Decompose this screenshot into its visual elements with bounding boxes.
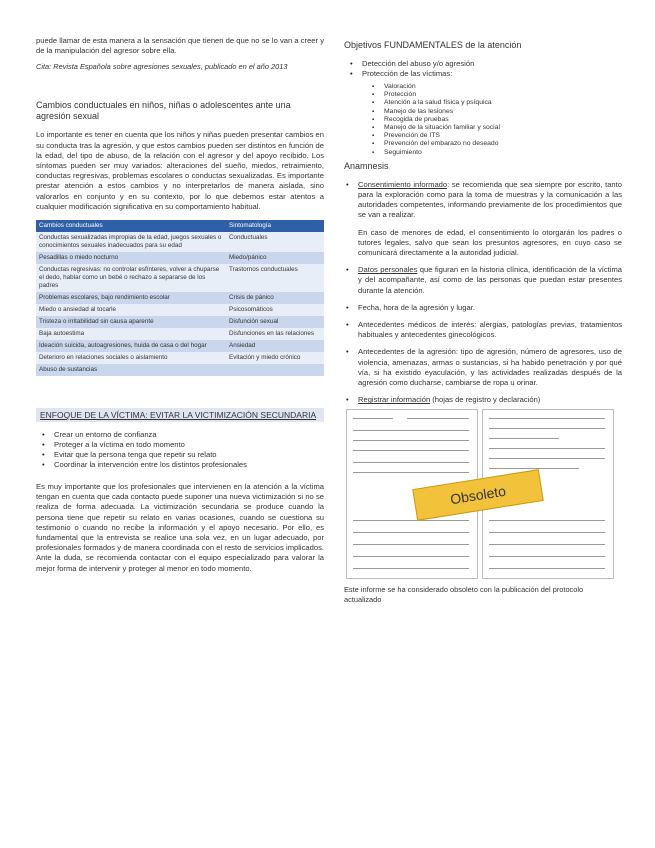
list-item — [358, 347, 622, 388]
figure-caption: Este informe se ha considerado obsoleto con la publicación del protocolo actualizado — [344, 585, 584, 605]
list-item — [358, 303, 622, 313]
table-cell: Miedo/pánico — [226, 252, 324, 264]
anamnesis-list — [344, 265, 622, 405]
table-cell: Crisis de pánico — [226, 292, 324, 304]
table-cell: Disfunciones en las relaciones — [226, 328, 324, 340]
table-row — [36, 340, 324, 352]
closing-text: Es muy importante que los profesionales que intervienen en la atención a la víctima tengan en cuenta que cada contacto puede suponer una nueva victimización si no se realiza de forma adecuada. La victimización secundaria se produce cuando la persona tiene que repetir su relato en varias ocasiones, cuando se cuestiona su testimonio o cuando no recibe la información y el apoyo necesario. Por ello, es fundamental que la entrevista se realice una sola vez, en un lugar adecuado, por profesionales formados y de manera coordinada con el resto de servicios implicados. Ante la duda, se recomienda contactar con el equipo especializado para valorar la mejor forma de intervenir y proteger al menor en todo momento. — [36, 482, 324, 573]
item-text: Fecha, hora de la agresión y lugar. — [358, 302, 475, 312]
list-item: ▪ Protección — [384, 91, 622, 99]
table-row — [36, 304, 324, 316]
intro-text: puede llamar de esta manera a la sensación que tienen de que no se lo van a creer y de la manipulación del agresor sobre ella. — [36, 36, 324, 56]
table-cell: Pesadillas o miedo nocturno — [36, 252, 226, 264]
list-item: • Protección de las víctimas: — [362, 69, 622, 79]
item-text: Antecedentes de la agresión: tipo de agresión, número de agresores, uso de violencia, amenazas, armas o sustancias, si ha habido penetración y por qué vía, si ha existido eyaculación, y las actividades realizadas después de la agresión como ducharse, cambiarse de ropa u orinar. — [358, 347, 622, 388]
citation: Cita: Revista Española sobre agresiones sexuales, publicado en el año 2013 — [36, 62, 288, 72]
list-item: • Evitar que la persona tenga que repetir su relato — [54, 450, 324, 460]
item-lead: Datos personales — [358, 265, 418, 275]
objectives-title: Objetivos FUNDAMENTALES de la atención — [344, 40, 522, 50]
list-item: • Coordinar la intervención entre los distintos profesionales — [54, 460, 324, 470]
list-item: ▪ Manejo de la situación familiar y social — [384, 124, 622, 132]
table-cell: Conductas regresivas: no controlar esfínteres, volver a chuparse el dedo, hablar como un bebé o rechazo a separarse de los padres — [36, 264, 226, 292]
table-row — [36, 328, 324, 340]
table-cell: Ansiedad — [226, 340, 324, 352]
table-cell: Deterioro en relaciones sociales o aislamiento — [36, 352, 226, 364]
table-cell: Psicosomáticos — [226, 304, 324, 316]
list-item: ▪ Prevención del embarazo no deseado — [384, 140, 622, 148]
item-text: que figuran en la historia clínica, identificación de la víctima y del acompañante, así como de las personas que puedan estar presentes durante la atención. — [358, 265, 622, 295]
table-cell: Evitación y miedo crónico — [226, 352, 324, 364]
obsolete-stamp: Obsoleto — [412, 470, 543, 522]
item-text: : se recomienda que sea siempre por escrito, tanto para la exploración como para la toma de muestras y la comunicación a las autoridades competentes, informando previamente de los procedimientos que se van a realizar. — [358, 179, 622, 220]
section-banner: ENFOQUE DE LA VÍCTIMA: EVITAR LA VICTIMIZACIÓN SECUNDARIA — [36, 408, 324, 422]
table-cell: Problemas escolares, bajo rendimiento escolar — [36, 292, 226, 304]
list-item: ▪ Seguimiento — [384, 149, 622, 157]
bullet-list — [36, 430, 324, 470]
list-item: • Detección del abuso y/o agresión — [362, 59, 622, 69]
item-lead: Consentimiento informado — [358, 179, 448, 189]
objectives-list — [344, 59, 622, 79]
table-row — [36, 316, 324, 328]
behaviour-table — [36, 220, 324, 376]
left-column — [36, 0, 324, 574]
list-item — [358, 180, 622, 221]
table-row — [36, 264, 324, 292]
item-text: (hojas de registro y declaración) — [430, 395, 541, 405]
list-item: ▪ Prevención de ITS — [384, 132, 622, 140]
table-cell: Abuso de sustancias — [36, 364, 226, 376]
table-cell: Miedo o ansiedad al tocarle — [36, 304, 226, 316]
table-cell: Tristeza o irritabilidad sin causa aparente — [36, 316, 226, 328]
table-cell: Conductuales — [226, 232, 324, 252]
table-cell: Disfunción sexual — [226, 316, 324, 328]
sub-objectives-list — [344, 83, 622, 157]
table-cell: Ideación suicida, autoagresiones, huida de casa o del hogar — [36, 340, 226, 352]
table-row — [36, 252, 324, 264]
table-cell: Trastornos conductuales — [226, 264, 324, 292]
table-row — [36, 292, 324, 304]
table-header: Cambios conductuales — [36, 220, 226, 232]
table-row — [36, 232, 324, 252]
table-cell: Baja autoestima — [36, 328, 226, 340]
list-item: ▪ Valoración — [384, 83, 622, 91]
list-item — [358, 395, 622, 405]
list-item: ▪ Atención a la salud física y psíquica — [384, 99, 622, 107]
registration-forms-image — [344, 407, 614, 579]
paragraph: En caso de menores de edad, el consentimiento lo otorgarán los padres o tutores legales, salvo que sean los presuntos agresores, en cuyo caso se comunicará directamente a la autoridad judicial. — [358, 227, 622, 258]
list-item: • Proteger a la víctima en todo momento — [54, 440, 324, 450]
table-header: Sintomatología — [226, 220, 324, 232]
anamnesis-title: Anamnesis — [344, 160, 389, 171]
list-item — [358, 265, 622, 296]
item-text: Antecedentes médicos de interés: alergias, patologías previas, tratamientos habituales y antecedentes ginecológicos. — [358, 320, 622, 340]
item-lead: Registrar información — [358, 395, 431, 405]
list-item: • Crear un entorno de confianza — [54, 430, 324, 440]
list-item — [358, 320, 622, 340]
table-cell — [226, 364, 324, 376]
section-body: Lo importante es tener en cuenta que los niños y niñas pueden presentar cambios en su conducta tras la agresión, y que estos cambios pueden ser distintos en función de la edad, del tipo de abuso, de la relación con el agresor y del apoyo recibido. Los síntomas pueden ser muy variados: alteraciones del sueño, miedos, retraimiento, conductas regresivas, problemas escolares o conductas sexualizadas. Es importante prestar atención a estos cambios y no interpretarlos de manera aislada, sino valorarlos en conjunto y en su contexto, por lo que debemos estar atentos a cualquier modificación significativa en su comportamiento habitual. — [36, 130, 324, 211]
table-row — [36, 352, 324, 364]
list-item: ▪ Recogida de pruebas — [384, 116, 622, 124]
list-item: ▪ Manejo de las lesiones — [384, 108, 622, 116]
table-cell: Conductas sexualizadas impropias de la edad, juegos sexuales o conocimientos sexuales inadecuados para su edad — [36, 232, 226, 252]
section-title: Cambios conductuales en niños, niñas o adolescentes ante una agresión sexual — [36, 100, 291, 122]
right-column — [344, 0, 622, 605]
anamnesis-list — [344, 180, 622, 221]
table-row — [36, 364, 324, 376]
